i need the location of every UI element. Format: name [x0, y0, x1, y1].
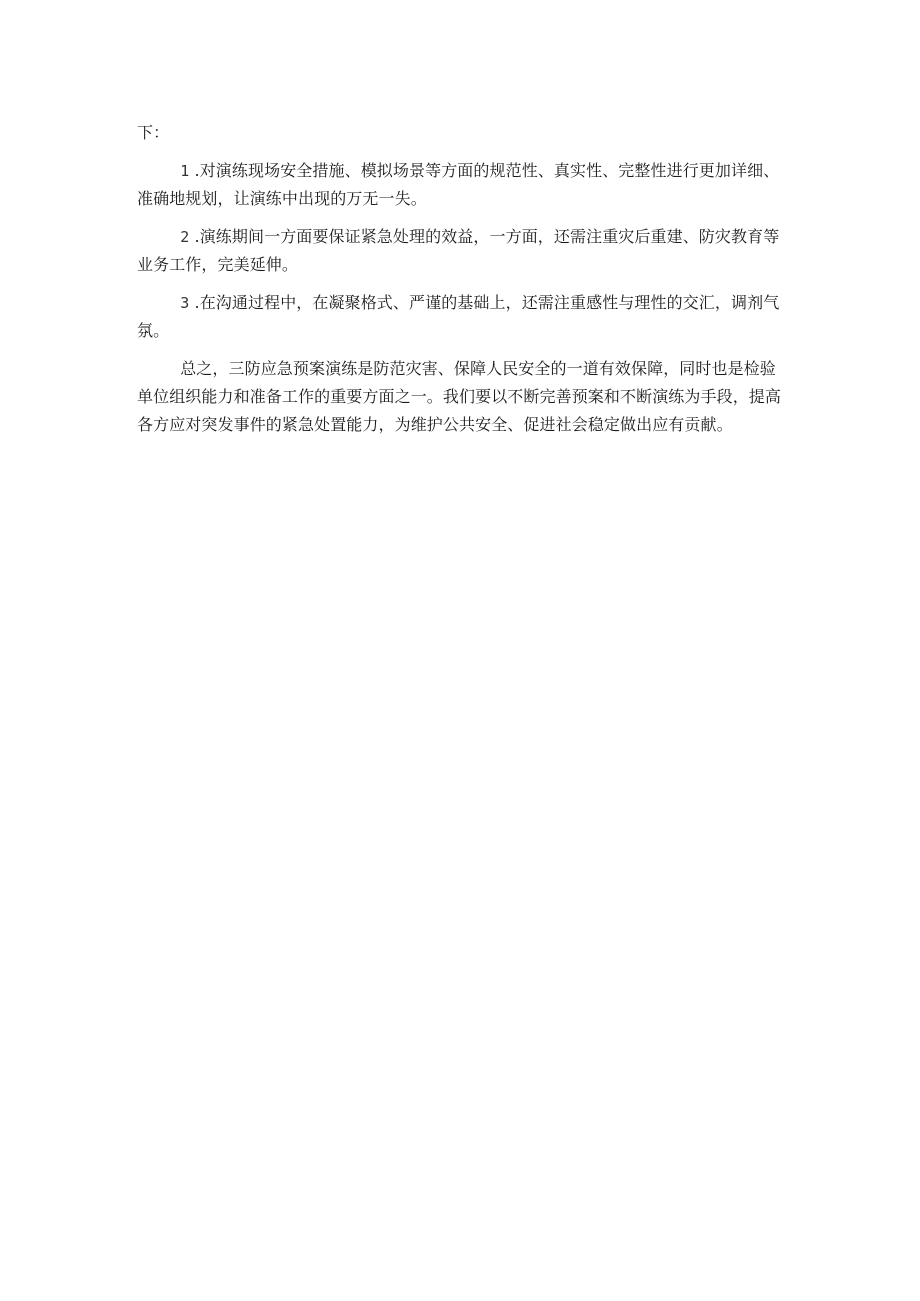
list-item-3	[137, 289, 788, 345]
item-text: .演练期间一方面要保证紧急处理的效益，一方面，还需注重灾后重建、防灾教育等业务工作，完美延伸。	[137, 227, 780, 274]
item-number: 1	[180, 162, 190, 180]
list-item-2	[137, 223, 788, 279]
document-body	[137, 119, 788, 439]
item-number: 2	[180, 228, 190, 246]
item-number: 3	[180, 294, 190, 312]
item-text: .对演练现场安全措施、模拟场景等方面的规范性、真实性、完整性进行更加详细、准确地规划，让演练中出现的万无一失。	[137, 161, 780, 208]
conclusion-paragraph: 总之，三防应急预案演练是防范灾害、保障人民安全的一道有效保障，同时也是检验单位组织能力和准备工作的重要方面之一。我们要以不断完善预案和不断演练为手段，提高各方应对突发事件的紧急处置能力，为维护公共安全、促进社会稳定做出应有贡献。	[137, 359, 782, 434]
list-item-1	[137, 157, 788, 213]
item-text: .在沟通过程中，在凝聚格式、严谨的基础上，还需注重感性与理性的交汇，调剂气氛。	[137, 293, 780, 340]
lead-fragment: 下：	[137, 123, 170, 142]
